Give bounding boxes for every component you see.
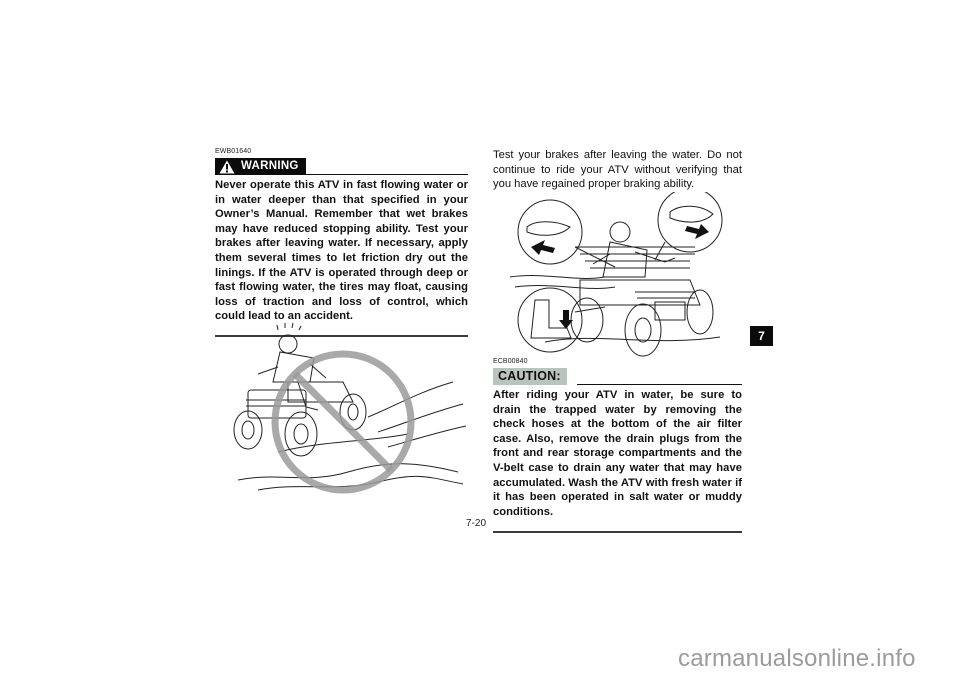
- caution-block: [493, 358, 742, 533]
- header-rule: [306, 174, 468, 175]
- page-number: 7-20: [466, 518, 487, 529]
- header-rule: [577, 384, 742, 385]
- warning-label: WARNING: [241, 160, 299, 172]
- brake-callout-illustration-icon: [505, 192, 735, 360]
- atv-brake-test-illustration: [505, 192, 735, 360]
- brake-test-text: Test your brakes after leaving the water. Do not continue to ride your ATV without verifying that you have regained proper braking ability.: [493, 149, 742, 191]
- warning-label-box: [215, 158, 306, 175]
- caution-label: CAUTION:: [493, 368, 567, 385]
- warning-triangle-icon: [219, 160, 235, 174]
- watermark: carmanualsonline.info: [678, 645, 916, 672]
- caution-end-rule: [493, 531, 742, 533]
- atv-water-prohibited-illustration: [218, 322, 470, 502]
- caution-code: ECB00840: [493, 358, 528, 365]
- left-column: [215, 148, 468, 337]
- chapter-tab: 7: [750, 326, 773, 346]
- right-column: [493, 148, 742, 192]
- warning-header: [215, 158, 468, 175]
- warning-text: Never operate this ATV in fast flowing water or in water deeper than that specified in your Owner’s Manual. Remember that wet brakes may have reduced stopping ability. Test your brakes after leaving water. If necessary, apply them several times to let friction dry out the linings. If the ATV is operated through deep or fast flowing water, the tires may float, causing loss of traction and loss of control, which could lead to an accident.: [215, 179, 468, 323]
- caution-header: [493, 368, 742, 385]
- prohibition-icon: [275, 354, 411, 490]
- warning-code: EWB01640: [215, 148, 252, 155]
- atv-illustration-icon: [218, 322, 470, 502]
- caution-text: After riding your ATV in water, be sure to drain the trapped water by removing the check hoses at the bottom of the air filter case. Also, remove the drain plugs from the front and rear storage compartments and the V-belt case to drain any water that may have accumulated. Wash the ATV with fresh water if it has been operated in salt water or muddy conditions.: [493, 389, 742, 518]
